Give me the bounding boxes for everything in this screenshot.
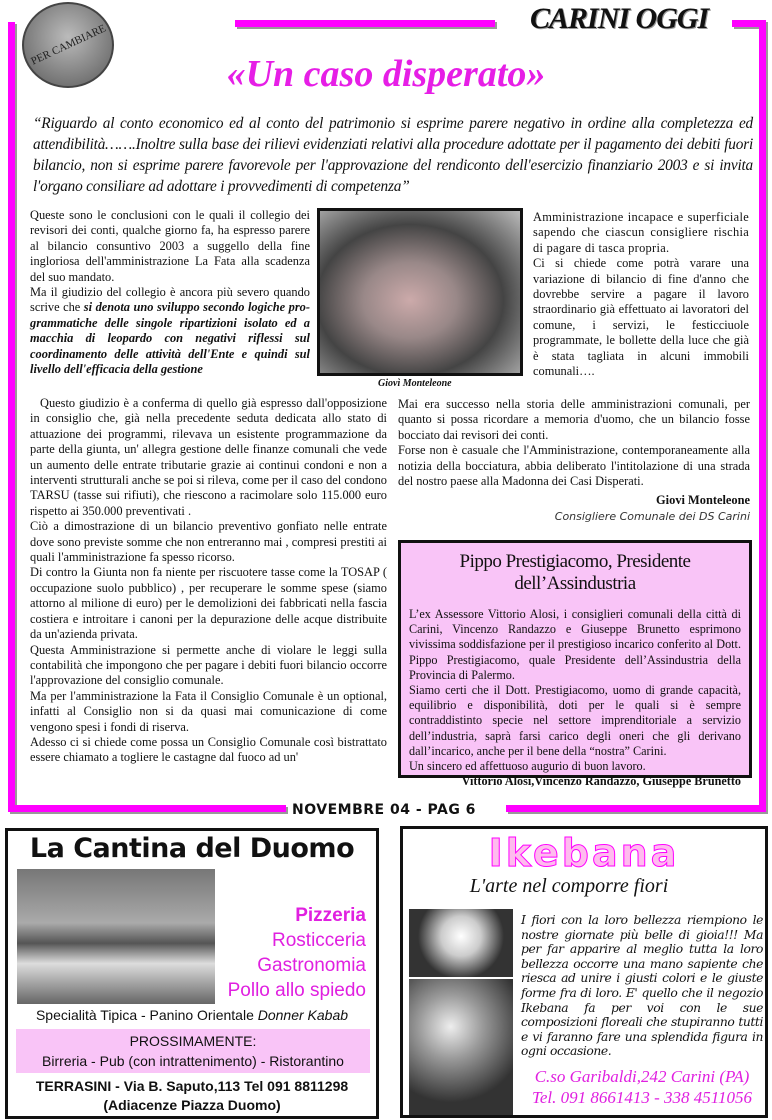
address-note: (Adiacenze Piazza Duomo) — [103, 1097, 281, 1113]
paragraph — [30, 285, 310, 377]
ad-ikebana — [400, 826, 768, 1118]
article-col-right-top — [533, 210, 749, 379]
address-line: C.so Garibaldi,242 Carini (PA) — [534, 1067, 750, 1086]
service-item: Pollo allo spiedo — [227, 980, 366, 1001]
coming-soon — [16, 1029, 370, 1073]
paragraph: Adesso ci si chiede come possa un Consiglio Comunale così bistrattato essere chiamato a togliere le castagne dal fuoco ad un' — [30, 734, 387, 765]
emphasis: si denota uno sviluppo secondo logiche pro-grammatiche delle singole ripartizioni isolato ed a macchia di leopardo con negativi riflessi sul coordinamento delle attività dell'Ente e quindi sul livello dell'efficacia della gestione — [30, 300, 310, 377]
ad-title: La Cantina del Duomo — [29, 833, 355, 864]
paragraph: Un sincero ed affettuoso augurio di buon lavoro. — [409, 759, 646, 774]
ikebana-text: I fiori con la loro bellezza riempiono le nostre giornate più belle di gioia!!! Ma per far apparire al meglio tutta la loro bellezza occorre una mano sapiente che riesca ad unire i giusti colori e le giuste forme fra di loro. E' quello che il negozio Ikebana fa per voi con le sue composizioni floreali che stupiranno tutti e vi faranno fare una splendida figura in ogni occasione. — [521, 913, 763, 1059]
service-item: Gastronomia — [257, 955, 366, 976]
issue-date-page: NOVEMBRE 04 - PAG 6 — [292, 802, 476, 818]
ikebana-address — [521, 1066, 763, 1108]
paragraph: Ma per l'amministrazione la Fata il Consiglio Comunale è un optional, infatti al Consiglio non si da quasi mai comunicazione di come vengono spesi i fondi di riserva. — [30, 688, 387, 734]
frame-left — [8, 22, 15, 812]
text: Specialità Tipica - Panino Orientale — [35, 1007, 258, 1023]
brand-title: CARINI OGGI — [530, 2, 709, 35]
soon-text: Birreria - Pub (con intrattenimento) - Ristorantino — [42, 1053, 344, 1069]
ad-cantina-del-duomo — [5, 828, 379, 1119]
author-photo — [317, 208, 523, 376]
paragraph: Ci si chiede come potrà varare una variazione di bilancio di fine d'anno che dovrebbe servire a pagare il lavoro straordinario già effettuato ai lavoratori del comune, i servizi, le festicciuole programmate, le bollette della luce che già è stata tagliata in alcuni immobili comunali…. — [533, 256, 749, 379]
photo-caption: Giovì Monteleone — [378, 378, 452, 389]
text-italic: Donner Kabab — [257, 1007, 349, 1023]
soon-label: PROSSIMAMENTE: — [129, 1033, 257, 1049]
paragraph: Amministrazione incapace e superficiale sapendo che ciascun consigliere rischia di pagare di tasca propria. — [533, 210, 749, 255]
flower-photo-2 — [409, 979, 513, 1115]
restaurant-photo — [17, 869, 215, 1004]
box-title: Pippo Prestigiacomo, Presidente dell’Assindustria — [459, 551, 691, 594]
paragraph: Di contro la Giunta non fa niente per riscuotere tasse come la TOSAP ( occupazione suolo pubblico) , per recuperare le somme spese (siamo attorno al milione di euro) per le demolizioni dei fabbricati nella fascia costiera e introitare i canoni per la depurazione delle acque distribuite da un'azienda privata. — [30, 565, 387, 642]
article-col-left-top — [30, 208, 310, 377]
services-list — [228, 903, 366, 1003]
article-col-right — [398, 397, 750, 524]
paragraph: Questa Amministrazione si permette anche di violare le leggi sulla contabilità che impongono che per pagare i debiti fuori bilancio occorre l'approvazione del consiglio comunale. — [30, 642, 387, 688]
signature-role: Consigliere Comunale dei DS Carini — [554, 509, 750, 523]
frame-bottom-right — [506, 805, 766, 812]
paragraph: Forse non è casuale che l'Amministrazione, contemporaneamente alla notizia della bocciatura, abbia deliberato l'intitolazione di una strada del nostro paese alla Madonna dei Casi Disperati. — [398, 443, 750, 489]
text: Ma il giudizio del collegio è ancora più severo quando scrive che — [30, 285, 310, 315]
address — [8, 1077, 376, 1115]
specialty — [8, 1007, 376, 1023]
headline: «Un caso disperato» — [226, 53, 546, 95]
paragraph: Siamo certi che il Dott. Prestigiacomo, uomo di grande capacità, equilibrio e disponibilità, doti per le quali si è sempre contraddistinto specie nel settore imprenditoriale a servizio dell’industria, saprà farsi carico degli oneri che gli derivano dall’incarico, anche per il bene della “nostra” Carini. — [409, 683, 741, 758]
paragraph: Queste sono le conclusioni con le quali il collegio dei revisori dei conti, qualche giorno fa, ha espresso parere al bilancio consuntivo 2003 a suggello della fine ingloriosa dell'amministrazione La Fata alla scadenza del suo mandato. — [30, 208, 310, 284]
tagline: L'arte nel comporre fiori — [469, 875, 669, 897]
frame-bottom-left — [8, 805, 286, 812]
frame-right — [759, 20, 766, 812]
frame-top-left — [235, 20, 495, 27]
lead-quote: “Riguardo al conto economico ed al conto del patrimonio si esprime parere negativo in ordine alla completezza ed attendibilità…….Inoltre sulla base dei rilievi evidenziati relativi alla procedure adottate per il pagamento dei debiti fuori bilancio, non si esprime parere favorevole per l'approvazione del rendiconto dell'esercizio finanziario 2003 e si invita l'organo consiliare ad adottare i provvedimenti di competenza” — [33, 115, 753, 195]
address-line: TERRASINI - Via B. Saputo,113 Tel 091 8811298 — [35, 1078, 349, 1094]
phone-line: Tel. 091 8661413 - 338 4511056 — [531, 1088, 753, 1107]
logo-text: PER CAMBIARE — [28, 22, 108, 68]
ad-title: Ikebana — [488, 831, 680, 875]
service-item: Pizzeria — [295, 905, 366, 926]
service-item: Rosticceria — [272, 930, 366, 951]
paragraph: Mai era successo nella storia delle amministrazioni comunali, per quanto si possa ricordare a memoria d'uomo, che un bilancio fosse bocciato dai revisori dei conti. — [398, 397, 750, 442]
paragraph: Questo giudizio è a conferma di quello già espresso dall'opposizione in consiglio che, già nella precedente seduta dedicata allo stato di attuazione dei programmi, rilevava un esistente programmazione da parte della giunta, un' allegra gestione delle finanze comunali che vede un aumento delle entrate tributarie grazie ai continui condoni e non a interventi strutturali anche se poi si rileva, come per il caso del condono TARSU (tasse sui rifiuti), che riescono a racimolare solo 115.000 euro rispetto ai 350.000 preventivati . — [30, 396, 387, 518]
assindustria-box — [398, 540, 752, 789]
flower-photo-1 — [409, 909, 513, 977]
article-col-left — [30, 396, 387, 766]
signature: Giovi Monteleone — [656, 493, 750, 508]
box-body — [409, 607, 741, 789]
paragraph: Ciò a dimostrazione di un bilancio preventivo gonfiato nelle entrate dove sono previste somme che non entreranno mai , compresi prestiti ai quali l'amministrazione fa spesso ricorso. — [30, 519, 387, 565]
box-signatures: Vittorio Alosi,Vincenzo Randazzo, Giuseppe Brunetto — [461, 774, 741, 789]
paragraph: L’ex Assessore Vittorio Alosi, i consiglieri comunali della città di Carini, Vincenzo Randazzo e Giuseppe Brunetto esprimono vivissima soddisfazione per il prestigioso incarico conferito al Dott. Pippo Prestigiacomo, quale Presidente dell’Assindustria della Provincia di Palermo. — [409, 607, 741, 682]
